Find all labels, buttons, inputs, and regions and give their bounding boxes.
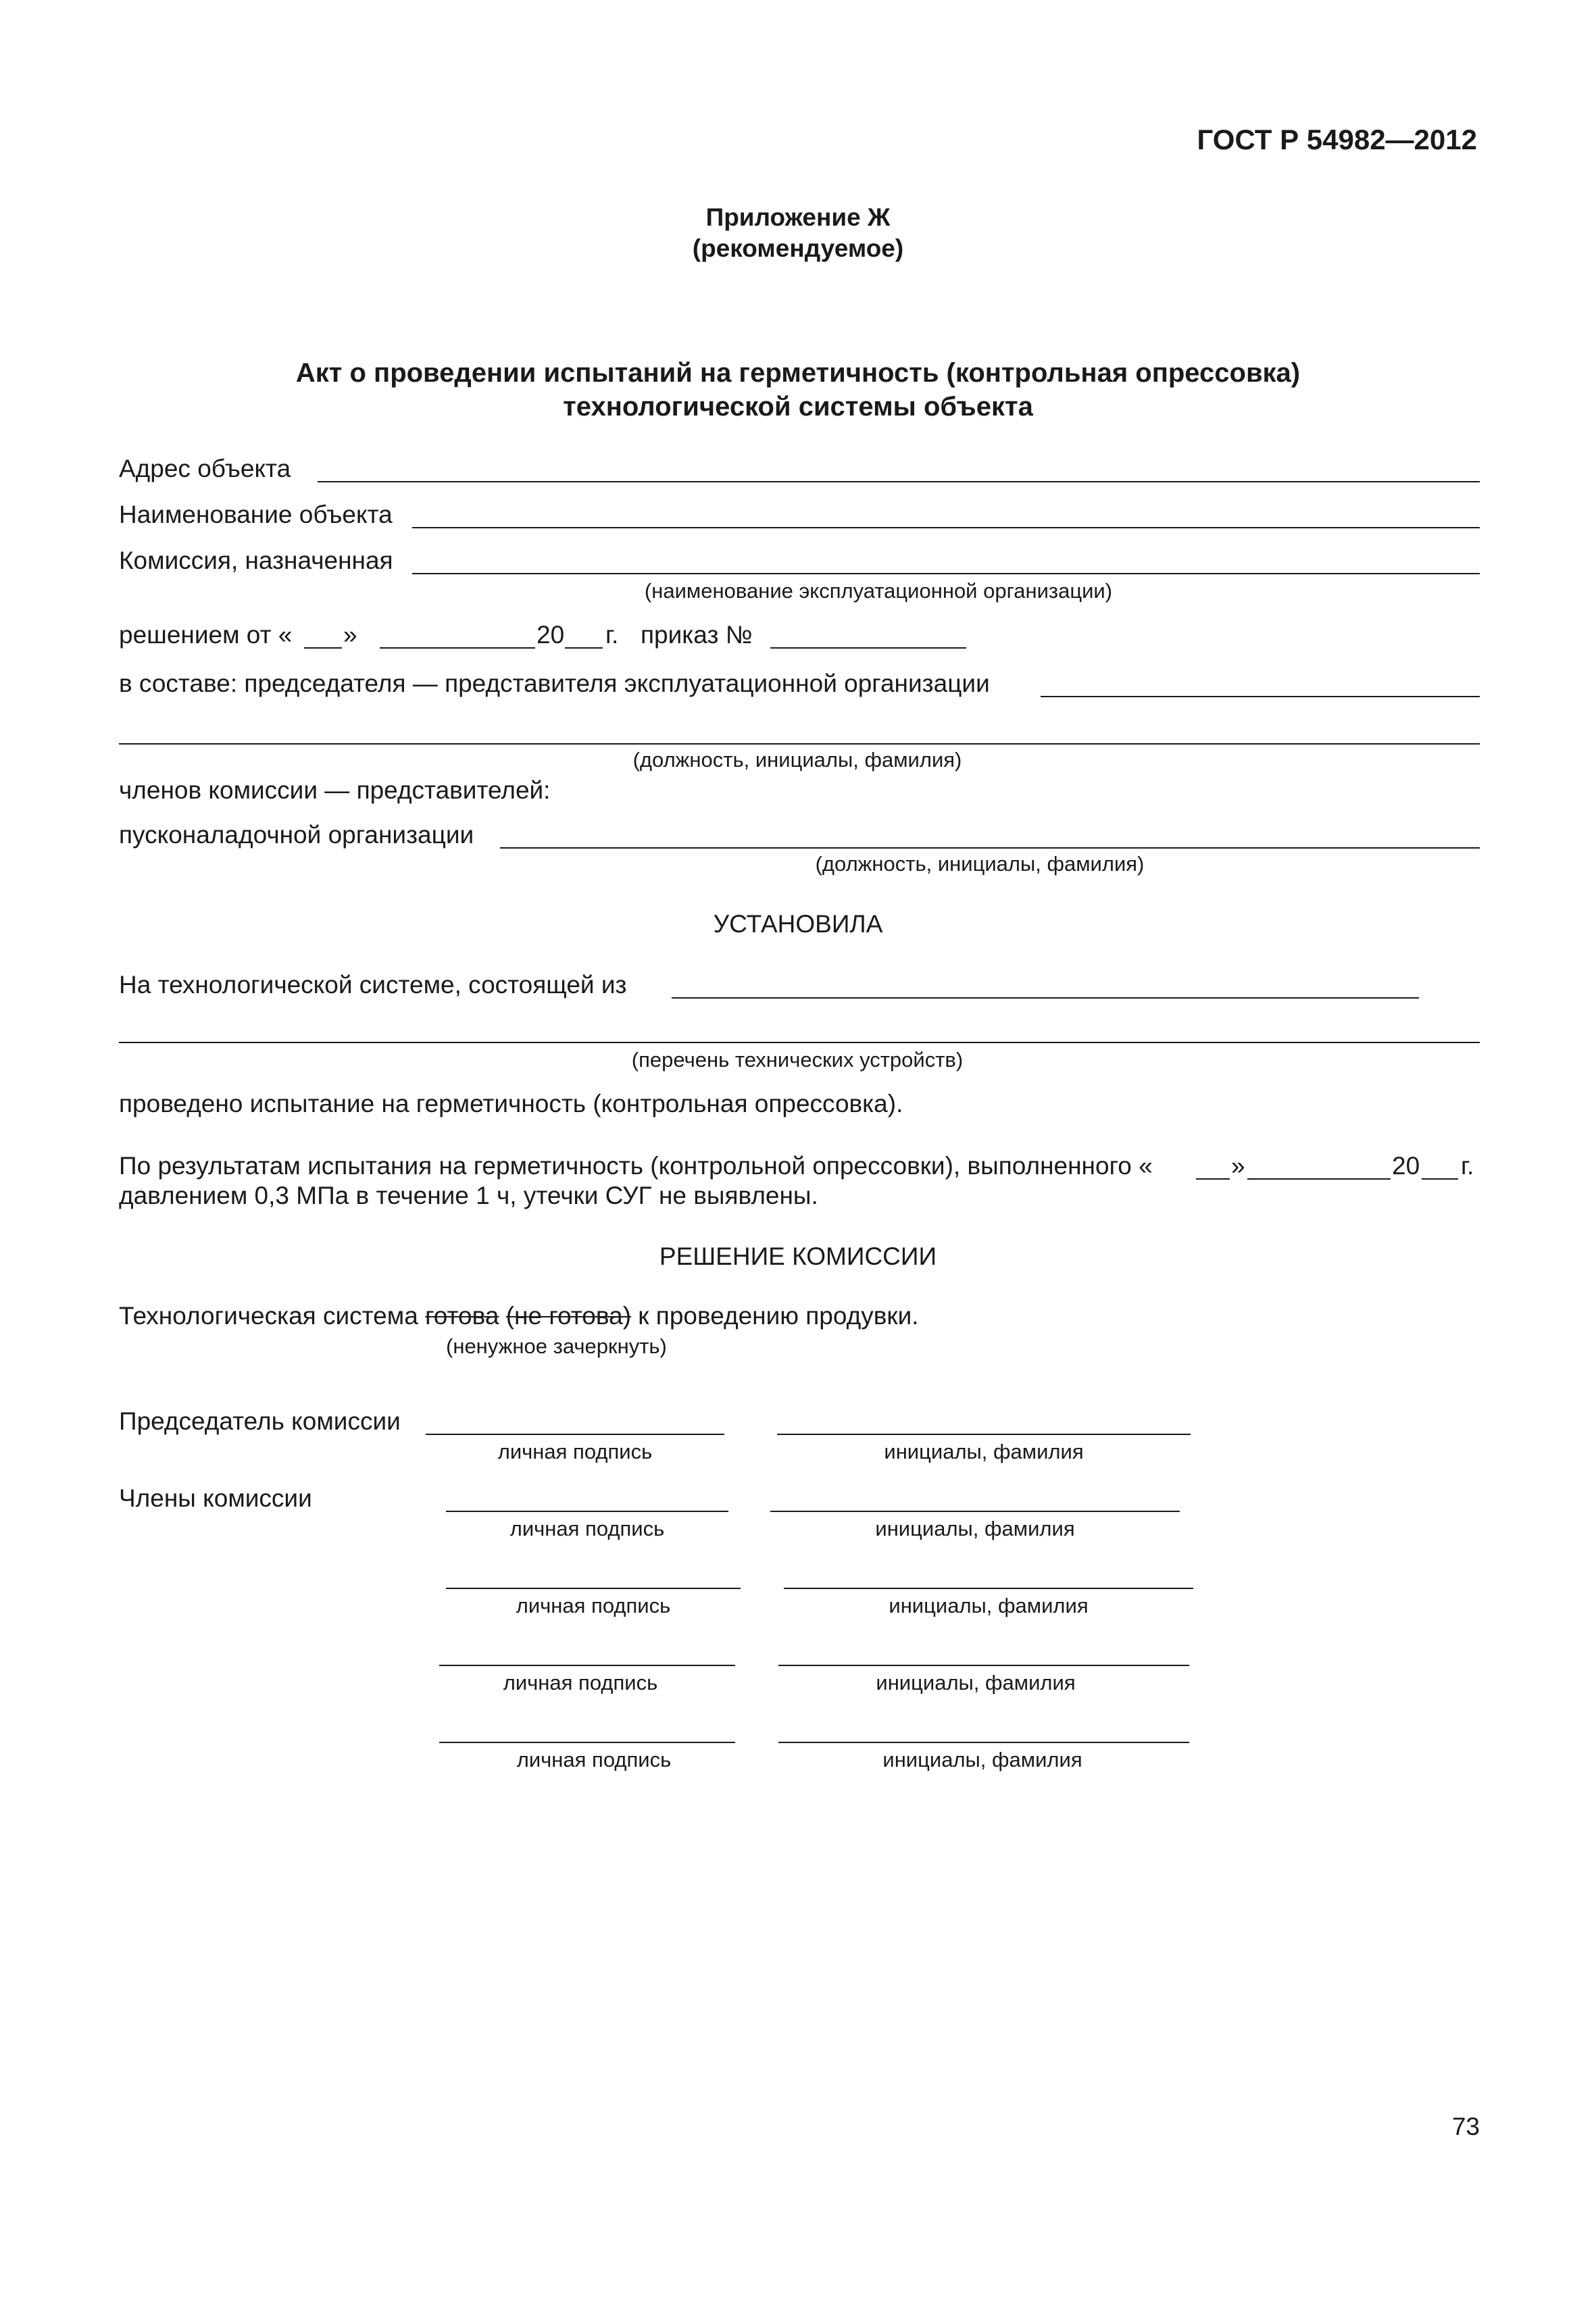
appendix-title: Приложение Ж — [705, 203, 891, 231]
commission-label: Комиссия, назначенная — [119, 547, 393, 574]
address-field[interactable] — [318, 481, 1480, 482]
composition-label: в составе: председателя — представителя эксплуатационной организации — [119, 670, 990, 697]
chairman-signature-label: Председатель комиссии — [119, 1407, 401, 1435]
address-label: Адрес объекта — [119, 455, 291, 482]
test-done-text: проведено испытание на герметичность (контрольная опрессовка). — [119, 1090, 903, 1117]
results-year-suffix: г. — [1461, 1152, 1474, 1180]
decision-from-label: решением от « — [119, 621, 293, 649]
results-month-field[interactable] — [1247, 1178, 1391, 1180]
chairman-field[interactable] — [1041, 696, 1480, 697]
member1-signature-line[interactable] — [446, 1511, 728, 1512]
standard-number: ГОСТ Р 54982—2012 — [1197, 124, 1477, 155]
members-signature-label: Члены комиссии — [119, 1484, 312, 1512]
established-heading: УСТАНОВИЛА — [713, 910, 883, 938]
name-caption: инициалы, фамилия — [875, 1517, 1075, 1540]
chairman-signature-line[interactable] — [426, 1434, 724, 1435]
document-title-line1: Акт о проведении испытаний на герметичность (контрольная опрессовка) — [295, 358, 1301, 388]
decision-month-field[interactable] — [380, 647, 535, 649]
decision-text-suffix: к проведению продувки. — [631, 1302, 919, 1330]
member2-signature-line[interactable] — [446, 1588, 741, 1589]
commissioning-caption: (должность, инициалы, фамилия) — [815, 852, 1145, 876]
name-caption: инициалы, фамилия — [882, 1748, 1082, 1771]
member4-signature-line[interactable] — [439, 1742, 735, 1743]
signature-caption: личная подпись — [516, 1594, 671, 1617]
results-year-field[interactable] — [1422, 1178, 1458, 1180]
system-devices-field[interactable] — [672, 997, 1419, 999]
appendix-subtitle: (рекомендуемое) — [692, 234, 904, 262]
results-day-field[interactable] — [1196, 1178, 1230, 1180]
decision-year-prefix: 20 — [537, 621, 565, 649]
order-number-field[interactable] — [770, 647, 966, 649]
member3-name-line[interactable] — [778, 1665, 1189, 1666]
commission-field[interactable] — [412, 573, 1480, 574]
member1-name-line[interactable] — [770, 1511, 1180, 1512]
results-year-prefix: 20 — [1392, 1152, 1420, 1180]
order-label: приказ № — [641, 621, 753, 649]
results-text-line1: По результатам испытания на герметичность (контрольной опрессовки), выполненного « — [119, 1152, 1153, 1180]
decision-text — [119, 1301, 919, 1331]
option-not-ready[interactable]: (не готова) — [505, 1302, 632, 1330]
member4-name-line[interactable] — [778, 1742, 1189, 1743]
decision-heading: РЕШЕНИЕ КОМИССИИ — [659, 1242, 937, 1270]
system-devices-field-continued[interactable] — [119, 1042, 1480, 1043]
decision-year-suffix: г. — [605, 621, 619, 649]
commission-caption: (наименование эксплуатационной организации) — [644, 579, 1113, 603]
devices-caption: (перечень технических устройств) — [631, 1048, 964, 1072]
object-name-field[interactable] — [412, 527, 1480, 528]
decision-quote-close: » — [343, 621, 357, 649]
commissioning-org-field[interactable] — [500, 847, 1480, 849]
object-name-label: Наименование объекта — [119, 501, 393, 528]
chairman-caption: (должность, инициалы, фамилия) — [632, 748, 962, 772]
name-caption: инициалы, фамилия — [889, 1594, 1089, 1617]
name-caption: инициалы, фамилия — [884, 1440, 1084, 1463]
system-consisting-label: На технологической системе, состоящей из — [119, 971, 627, 999]
decision-caption: (ненужное зачеркнуть) — [446, 1334, 667, 1358]
signature-caption: личная подпись — [516, 1748, 672, 1771]
decision-day-field[interactable] — [304, 647, 342, 649]
member3-signature-line[interactable] — [439, 1665, 735, 1666]
chairman-field-continued[interactable] — [119, 743, 1480, 745]
signature-caption: личная подпись — [497, 1440, 653, 1463]
name-caption: инициалы, фамилия — [876, 1671, 1076, 1694]
document-title-line2: технологической системы объекта — [563, 392, 1033, 422]
commissioning-org-label: пусконаладочной организации — [119, 821, 474, 849]
signature-caption: личная подпись — [509, 1517, 665, 1540]
members-label: членов комиссии — представителей: — [119, 776, 551, 804]
member2-name-line[interactable] — [784, 1588, 1193, 1589]
chairman-name-line[interactable] — [777, 1434, 1191, 1435]
signature-caption: личная подпись — [503, 1671, 658, 1694]
results-text-line2: давлением 0,3 МПа в течение 1 ч, утечки СУГ не выявлены. — [119, 1182, 818, 1209]
results-quote-close: » — [1231, 1152, 1245, 1180]
decision-text-prefix: Технологическая система — [119, 1302, 426, 1330]
decision-year-field[interactable] — [565, 647, 603, 649]
page-number: 73 — [1451, 2113, 1480, 2140]
option-ready[interactable]: готова — [425, 1302, 499, 1330]
